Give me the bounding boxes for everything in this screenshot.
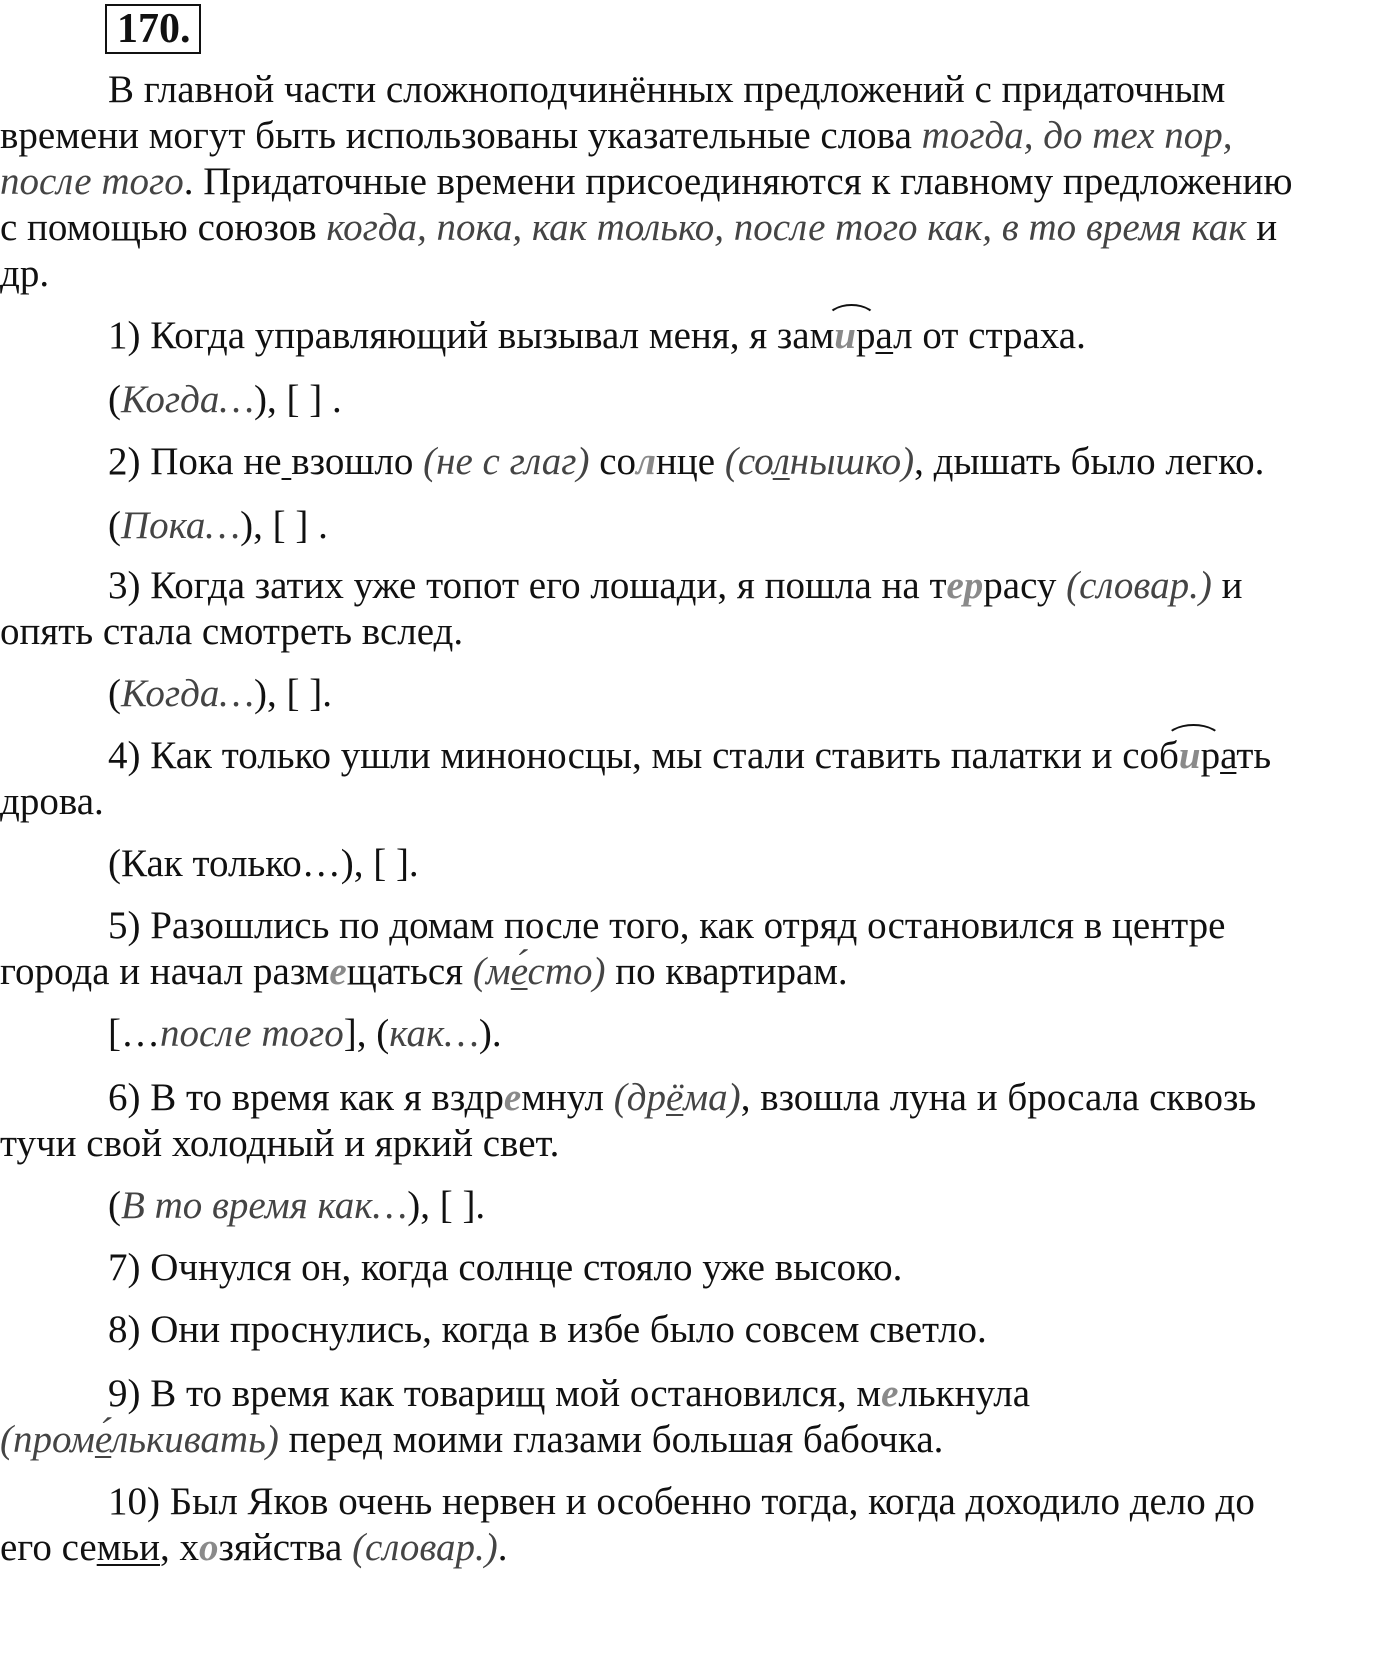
rule-line-5: др. bbox=[0, 252, 50, 295]
scheme-4: (Как только…), [ ]. bbox=[108, 842, 419, 885]
scheme-1: (Когда…), [ ] . bbox=[108, 378, 342, 421]
sentence-5-line-1: 5) Разошлись по домам после того, как отряд остановился в центре bbox=[108, 904, 1226, 947]
sentence-10-line-2: его семьи, хозяйства (словар.). bbox=[0, 1526, 508, 1569]
sentence-7: 7) Очнулся он, когда солнце стояло уже высоко. bbox=[108, 1246, 903, 1289]
sentence-3-line-1: 3) Когда затих уже топот его лошади, я пошла на террасу (словар.) и bbox=[108, 564, 1243, 607]
rule-line-3: после того. Придаточные времени присоединяются к главному предложению bbox=[0, 160, 1293, 203]
sentence-1: 1) Когда управляющий вызывал меня, я зам ирал от страха. bbox=[108, 314, 1086, 358]
sentence-3-line-2: опять стала смотреть вслед. bbox=[0, 610, 464, 653]
scheme-3: (Когда…), [ ]. bbox=[108, 672, 333, 715]
root-arc-mark bbox=[826, 304, 877, 320]
rule-line-4: с помощью союзов когда, пока, как только, после того как, в то время как и bbox=[0, 206, 1278, 249]
sentence-10-line-1: 10) Был Яков очень нервен и особенно тогда, когда доходило дело до bbox=[108, 1480, 1255, 1523]
sentence-6-line-2: тучи свой холодный и яркий свет. bbox=[0, 1122, 560, 1165]
sentence-4-line-1: 4) Как только ушли миноносцы, мы стали ставить палатки и соб ирать bbox=[108, 734, 1271, 778]
sentence-6-line-1: 6) В то время как я вздремнул (дрёма), взошла луна и бросала сквозь bbox=[108, 1076, 1257, 1119]
rule-line-2: времени могут быть использованы указательные слова тогда, до тех пор, bbox=[0, 114, 1233, 157]
scheme-2: (Пока…), [ ] . bbox=[108, 504, 328, 547]
sentence-2: 2) Пока не взошло (не с глаг) солнце (солнышко), дышать было легко. bbox=[108, 440, 1265, 483]
scheme-6: (В то время как…), [ ]. bbox=[108, 1184, 486, 1227]
sentence-4-line-2: дрова. bbox=[0, 780, 104, 823]
sentence-8: 8) Они проснулись, когда в избе было совсем светло. bbox=[108, 1308, 987, 1351]
exercise-number: 170. bbox=[105, 4, 201, 54]
sentence-9-line-2: (проме́лькивать) перед моими глазами большая бабочка. bbox=[0, 1418, 944, 1461]
sentence-5-line-2: города и начал размещаться (ме́сто) по квартирам. bbox=[0, 950, 848, 993]
sentence-9-line-1: 9) В то время как товарищ мой остановился, мелькнула bbox=[108, 1372, 1031, 1415]
rule-line-1: В главной части сложноподчинённых предложений с придаточным bbox=[108, 68, 1226, 111]
scheme-5: […после того], (как…). bbox=[108, 1012, 502, 1055]
root-arc-mark bbox=[1165, 724, 1222, 740]
